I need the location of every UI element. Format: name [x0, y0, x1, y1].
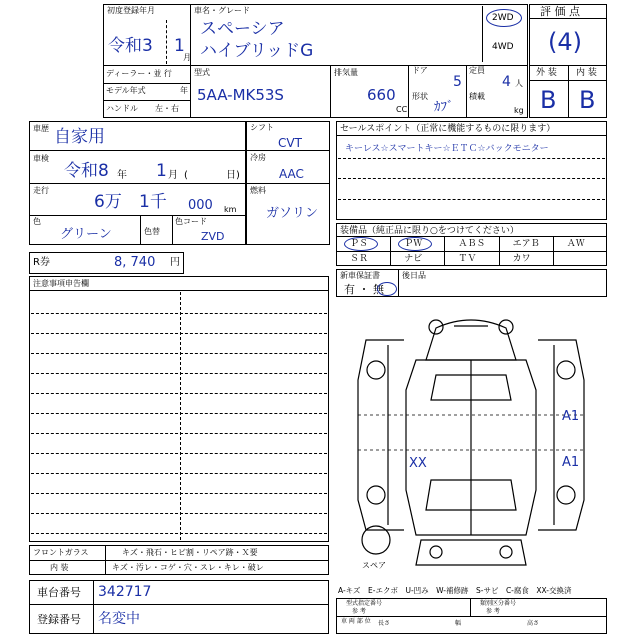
- divider: [336, 135, 607, 136]
- front-glass-value: キズ・飛石・ヒビ割・リペア跡・Ｘ要: [122, 548, 258, 557]
- width-label: 幅: [455, 620, 462, 627]
- grade-title: 評 価 点: [540, 5, 580, 18]
- notes-box: [29, 276, 329, 542]
- grade: ハイブリッドG: [200, 41, 314, 61]
- equipment-item: ＰＳ: [350, 239, 369, 249]
- first-reg-era: 令和3: [108, 36, 153, 56]
- divider: [31, 453, 327, 454]
- fuel-label: 燃料: [250, 186, 266, 195]
- divider: [499, 236, 500, 266]
- divider: [166, 20, 167, 64]
- mark-xx: XX: [409, 456, 427, 471]
- mileage-label: 走行: [33, 186, 49, 195]
- divider: [470, 598, 471, 616]
- inspection-era: 令和8: [64, 161, 109, 181]
- door-value: 5: [453, 74, 462, 90]
- divider: [29, 150, 246, 151]
- car-diagram: [336, 300, 607, 580]
- warranty-value: 有 ・ 無: [344, 283, 384, 296]
- ref-label-2: 参 考: [486, 608, 500, 615]
- sales-points-line1: キーレス☆スマートキー☆ＥＴＣ☆バックモニター: [345, 144, 549, 154]
- load-label: 積載: [469, 92, 485, 101]
- month-unit: 月: [183, 53, 191, 62]
- interior-label: 内 装: [576, 68, 597, 78]
- divider: [408, 65, 409, 118]
- divider: [31, 333, 327, 334]
- divider: [330, 65, 331, 118]
- warranty-label: 新車保証書: [340, 271, 380, 280]
- drive-2wd: 2WD: [492, 13, 514, 23]
- divider: [29, 215, 246, 216]
- divider: [31, 373, 327, 374]
- usage-label: 車歴: [33, 124, 49, 133]
- interior-label: 内 装: [50, 563, 69, 572]
- divider: [31, 513, 327, 514]
- color-value: グリーン: [60, 227, 112, 242]
- type-spec-label: 型式指定番号: [346, 600, 383, 607]
- divider: [103, 65, 528, 66]
- ac-label: 冷房: [250, 153, 266, 162]
- equipment-circle: [398, 237, 432, 251]
- inspection-label: 車検: [33, 154, 49, 163]
- cc-unit: CC: [396, 105, 408, 114]
- divider: [338, 178, 605, 179]
- height-label: 高さ: [527, 620, 540, 627]
- divider: [568, 65, 569, 118]
- divider: [93, 580, 94, 634]
- color-label: 色: [33, 217, 41, 226]
- mark-a1-front: A1: [562, 409, 580, 424]
- capacity-label: 定員: [469, 66, 485, 75]
- handle-value: 左・右: [155, 104, 179, 113]
- dealer-label: ディーラー・並 行: [106, 69, 172, 78]
- warranty-none-circle: [377, 282, 397, 296]
- fuel-value: ガソリン: [266, 206, 319, 221]
- shift-value: CVT: [278, 136, 302, 150]
- divider: [390, 236, 391, 266]
- displacement-value: 660: [367, 86, 396, 104]
- type-label: 型式: [194, 68, 210, 77]
- front-glass-label: フロントガラス: [33, 548, 89, 557]
- divider: [31, 313, 327, 314]
- equipment-item: ＳＲ: [350, 254, 369, 264]
- length-label: 長さ: [378, 620, 391, 627]
- month-unit: 月: [168, 170, 178, 181]
- divider: [103, 83, 190, 84]
- divider: [338, 158, 605, 159]
- divider: [553, 236, 554, 266]
- shape-value: ｶﾌﾞ: [434, 100, 454, 115]
- divider: [172, 215, 173, 245]
- chassis-value: 342717: [98, 584, 152, 600]
- divider: [31, 493, 327, 494]
- spare-label: スペア: [362, 561, 386, 570]
- car-name-label: 車名・グレード: [194, 6, 250, 15]
- day-open: (: [184, 170, 188, 181]
- divider: [529, 18, 607, 19]
- equipment-item: エアＢ: [512, 239, 540, 249]
- year-unit: 年: [117, 170, 127, 181]
- usage-value: 自家用: [54, 127, 105, 147]
- mileage-man: 6万: [94, 192, 122, 212]
- divider: [336, 236, 607, 237]
- person-unit: 人: [515, 79, 523, 88]
- divider: [338, 199, 605, 200]
- divider: [140, 215, 141, 245]
- shift-label: シフト: [250, 123, 274, 132]
- equipment-item: ＰＷ: [404, 239, 423, 249]
- exterior-label: 外 装: [536, 68, 557, 78]
- inspection-month: 1: [156, 161, 167, 181]
- interior-value: キズ・汚レ・コゲ・穴・スレ・キレ・破レ: [112, 563, 264, 572]
- divider: [398, 269, 399, 297]
- rear-part-label: 車 両 部 位: [341, 618, 371, 625]
- divider: [180, 292, 181, 540]
- kg-unit: kg: [514, 106, 524, 115]
- divider: [336, 616, 607, 617]
- divider: [31, 533, 327, 534]
- first-reg-label: 初度登録年月: [107, 6, 155, 15]
- notes-title: 注意事項申告欄: [33, 279, 89, 288]
- recycle-box: [29, 252, 184, 274]
- damage-legend: A-キズ E-エクボ U-凹み W-補修跡 S-サビ C-腐食 XX-交換済: [338, 586, 572, 595]
- divider: [246, 183, 330, 184]
- displacement-label: 排気量: [334, 68, 358, 77]
- shape-label: 形状: [412, 92, 428, 101]
- equipment-item: カワ: [512, 254, 531, 264]
- equipment-item: ナビ: [404, 254, 423, 264]
- drive-4wd: 4WD: [492, 42, 514, 52]
- divider: [29, 604, 329, 605]
- reg-value: 名変中: [98, 611, 140, 627]
- recycle-label: R券: [33, 257, 50, 268]
- model-year-label: モデル年式: [106, 86, 146, 95]
- interior-value: B: [579, 86, 596, 114]
- door-label: ドア: [412, 66, 428, 75]
- rear-item-label: 後日品: [402, 271, 426, 280]
- equipment-circle: [344, 237, 378, 251]
- reg-label: 登録番号: [37, 613, 81, 626]
- capacity-value: 4: [502, 74, 511, 90]
- divider: [444, 236, 445, 266]
- mileage-rest: 000: [188, 198, 213, 213]
- chassis-label: 車台番号: [37, 586, 81, 599]
- equipment-item: ＴＶ: [458, 254, 477, 264]
- sales-points-title: セールスポイント（正常に機能するものに限ります）: [340, 124, 556, 134]
- divider: [31, 353, 327, 354]
- divider: [31, 393, 327, 394]
- divider: [31, 433, 327, 434]
- recycle-unit: 円: [170, 257, 180, 268]
- day-unit: 日): [226, 170, 240, 181]
- km-unit: km: [224, 205, 237, 214]
- class-label: 類別区分番号: [480, 600, 517, 607]
- divider: [466, 65, 467, 118]
- recycle-value: 8, 740: [114, 255, 156, 270]
- year-unit: 年: [180, 86, 188, 95]
- divider: [103, 100, 190, 101]
- grade-score: (4): [548, 28, 582, 56]
- equipment-item: ＡＷ: [566, 239, 585, 249]
- divider: [105, 545, 106, 575]
- divider: [29, 560, 329, 561]
- first-reg-month: 1: [174, 36, 185, 56]
- divider: [482, 6, 483, 62]
- divider: [29, 290, 329, 291]
- exterior-value: B: [540, 86, 557, 114]
- divider: [246, 150, 330, 151]
- divider: [31, 413, 327, 414]
- divider: [336, 251, 607, 252]
- divider: [31, 473, 327, 474]
- handle-label: ハンドル: [106, 104, 138, 113]
- type-value: 5AA-MK53S: [197, 86, 284, 104]
- equipment-item: ＡＢＳ: [458, 239, 486, 249]
- divider: [29, 183, 246, 184]
- equipment-title: 装備品（純正品に限り○をつけてください）: [340, 226, 519, 236]
- car-name: スペーシア: [200, 19, 285, 39]
- ac-value: AAC: [279, 167, 304, 181]
- mileage-sen: 1千: [139, 192, 167, 212]
- ref-label: 参 考: [352, 608, 366, 615]
- mark-a1-rear: A1: [562, 455, 580, 470]
- color-code-label: 色コード: [175, 217, 207, 226]
- color-code-value: ZVD: [201, 230, 225, 243]
- color-swap-label: 色替: [144, 227, 160, 236]
